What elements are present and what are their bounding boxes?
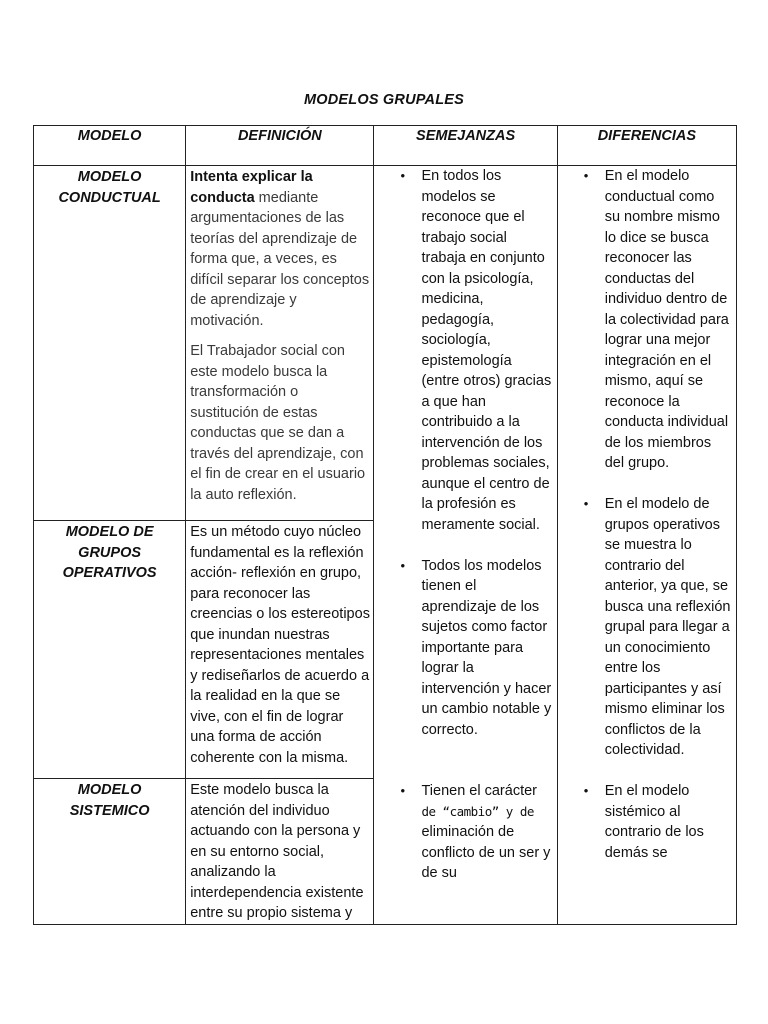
bullet-icon: •: [400, 557, 406, 573]
list-item: [374, 781, 552, 884]
diferencias-list: [558, 166, 736, 863]
definition-sistemico: Este modelo busca la atención del individuo actuando con la persona y en su entorno social, analizando la interdependencia existente entre su propio sistema y: [190, 782, 364, 921]
list-item-text: En el modelo sistémico al contrario de los demás se: [604, 783, 704, 861]
model-name-grupos-operativos: MODELO DE GRUPOS OPERATIVOS: [62, 524, 157, 581]
list-item-text: Todos los modelos tienen el aprendizaje de los sujetos como factor importante para lograr la intervención y hacer un cambio notable y correcto.: [421, 557, 552, 738]
list-item-text: En todos los modelos se reconoce que el trabajo social trabaja en conjunto con la psicología, medicina, pedagogía, sociología, epistemología (entre otros) gracias a que han contribuido a la intervención de los problemas sociales, aunque el centro de la profesión es meramente social.: [421, 168, 552, 533]
list-item: [558, 494, 732, 761]
model-cell: [34, 166, 186, 521]
header-row: [34, 126, 737, 166]
definition-conductual: [186, 166, 373, 505]
definition-cell: [186, 166, 374, 521]
model-name-sistemico: MODELO SISTEMICO: [69, 782, 150, 819]
models-table: [33, 125, 737, 925]
bullet-icon: •: [583, 168, 589, 183]
model-name-conductual: MODELO CONDUCTUAL: [58, 169, 161, 206]
list-item-text: eliminación de conflicto de un ser y de su: [421, 824, 551, 881]
header-diferencias: DIFERENCIAS: [557, 126, 736, 166]
bullet-icon: •: [583, 783, 589, 798]
definition-text: mediante argumentaciones de las teorías del aprendizaje de forma que, a veces, es difícil separar los conceptos de aprendizaje y motivación.: [190, 189, 370, 329]
list-item: [558, 166, 732, 474]
table-row-conductual: [34, 166, 737, 521]
semejanzas-cell: [374, 166, 557, 925]
bullet-icon: •: [400, 168, 406, 183]
document-title: MODELOS GRUPALES: [303, 92, 465, 108]
bullet-icon: •: [583, 496, 589, 511]
list-item-text: En el modelo de grupos operativos se muestra lo contrario del anterior, ya que, se busca una reflexión grupal para llegar a un conocimiento entre los participantes y así mismo eliminar los conflictos de la colectividad.: [604, 496, 731, 758]
model-cell: [34, 521, 186, 779]
list-item: [374, 166, 552, 535]
definition-grupos-operativos: Es un método cuyo núcleo fundamental es la reflexión acción- reflexión en grupo, para reconocer las creencias o los estereotipos que inundan nuestras representaciones mentales y rediseñarlos de acuerdo a la realidad en la que se vive, con el fin de lograr una forma de acción coherente con la misma.: [190, 524, 370, 766]
definition-cell: [186, 779, 374, 925]
list-item: [558, 781, 732, 863]
header-semejanzas: SEMEJANZAS: [374, 126, 557, 166]
definition-paragraph-2: El Trabajador social con este modelo busca la transformación o sustitución de estas conductas que se dan a través del aprendizaje, con el fin de crear en el usuario la auto reflexión.: [190, 343, 366, 503]
list-item: [374, 556, 552, 741]
semejanzas-list: [374, 166, 556, 884]
list-item-text: En el modelo conductual como su nombre mismo lo dice se busca reconocer las conductas del individuo dentro de la colectividad para lograr una mejor integración en el mismo, aquí se reconoce la conducta individual de los miembros del grupo.: [604, 168, 729, 471]
definition-paragraph: [190, 167, 370, 331]
list-item-text-mono: de “cambio” y de: [421, 803, 534, 819]
header-definicion: DEFINICIÓN: [186, 126, 374, 166]
header-modelo: MODELO: [34, 126, 186, 166]
definition-cell: [186, 521, 374, 779]
definition-bold-lead: Intenta explicar la conducta: [190, 169, 313, 206]
diferencias-cell: [557, 166, 736, 925]
list-item-text: Tienen el carácter: [421, 783, 537, 799]
model-cell: [34, 779, 186, 925]
bullet-icon: •: [400, 783, 406, 798]
